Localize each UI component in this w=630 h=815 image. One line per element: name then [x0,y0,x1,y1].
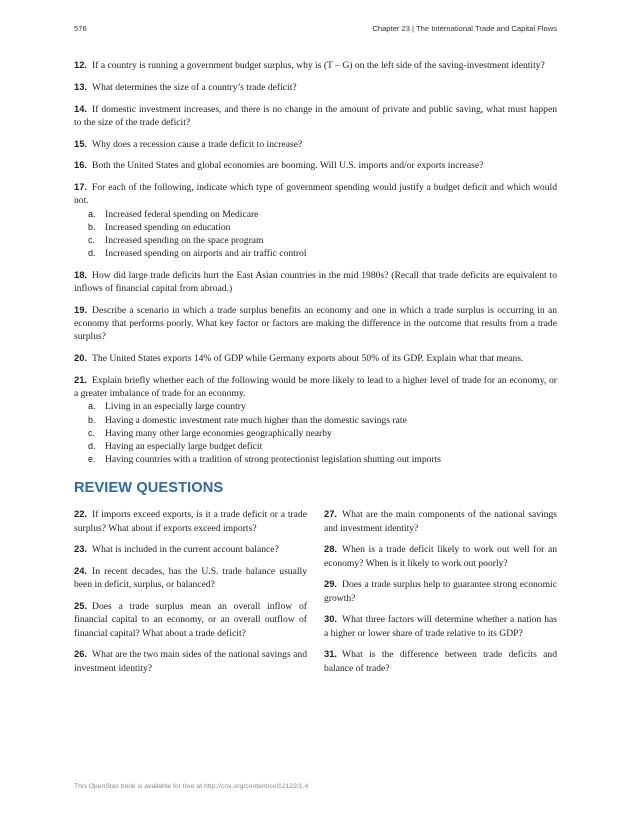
question-text: If imports exceed exports, is it a trade deficit or a trade surplus? What about if exports exceed imports? [74,509,307,534]
question-20 [74,351,557,365]
question-text: The United States exports 14% of GDP while Germany exports about 50% of its GDP. Explain what that means. [92,353,524,365]
question-text: For each of the following, indicate which type of government spending would justify a budget deficit and which would not. [74,182,557,207]
question-number: 17. [74,181,88,193]
list-item [88,221,557,234]
question-number: 15. [74,137,88,149]
page-number: 576 [74,24,87,33]
question-text: Does a trade surplus help to guarantee strong economic growth? [324,579,557,604]
question-text: What three factors will determine whether a nation has a higher or lower share of trade relative to its GDP? [324,614,557,639]
question-number: 21. [74,374,88,385]
question-24 [74,564,307,591]
question-26 [74,647,307,674]
question-14 [74,102,557,129]
question-text: Both the United States and global economies are booming. Will U.S. imports and/or exports increase? [92,160,484,172]
item-text: Increased federal spending on Medicare [105,208,259,220]
item-text: Increased spending on airports and air traffic control [105,248,307,260]
list-item [88,247,557,260]
chapter-title: Chapter 23 | The International Trade and Capital Flows [372,24,557,33]
question-number: 22. [74,508,88,520]
list-item [88,427,557,440]
question-text: If a country is running a government budget surplus, why is (T – G) on the left side of the saving-investment identity? [92,60,545,71]
question-number: 12. [74,59,88,70]
item-text: Having countries with a tradition of strong protectionist legislation shutting out imports [105,454,442,466]
item-text: Having many other large economies geographically nearby [105,427,332,439]
item-letter: a. [88,208,96,219]
section-title: REVIEW QUESTIONS [74,480,224,497]
question-29 [324,577,557,604]
question-number: 18. [74,269,88,280]
question-text: What are the two main sides of the national savings and investment identity? [74,649,307,674]
question-number: 20. [74,352,88,364]
list-item [88,400,557,413]
item-letter: c. [88,235,96,245]
question-15 [74,137,557,151]
question-30 [324,612,557,639]
item-text: Having an especially large budget deficit [105,441,263,453]
review-column-right [324,507,557,682]
question-text: What determines the size of a country’s trade deficit? [92,81,297,93]
question-number: 19. [74,304,88,315]
question-number: 27. [324,508,338,520]
review-questions-columns [74,507,557,682]
question-number: 31. [324,648,338,660]
list-item [88,440,557,453]
list-item [88,414,557,427]
question-19 [74,303,557,344]
question-27 [324,507,557,534]
item-text: Increased spending on education [105,221,231,233]
list-item [88,453,557,466]
item-letter: b. [88,221,96,232]
question-text: In recent decades, has the U.S. trade balance usually been in deficit, surplus, or balanced? [74,566,307,591]
question-text: How did large trade deficits hurt the East Asian countries in the mid 1980s? (Recall that trade deficits are equivalent to inflows of financial capital from abroad.) [74,270,557,295]
question-25 [74,599,307,640]
list-item [88,208,557,221]
item-letter: e. [88,454,96,465]
question-22 [74,507,307,534]
item-text: Living in an especially large country [105,401,246,413]
item-text: Having a domestic investment rate much higher than the domestic savings rate [105,414,407,426]
question-text: Explain briefly whether each of the following would be more likely to lead to a higher level of trade for an economy, or a greater imbalance of trade for an economy. [74,375,557,400]
question-text: What are the main components of the national savings and investment identity? [324,509,557,534]
item-text: Increased spending on the space program [105,235,264,246]
question-18 [74,268,557,295]
question-text: Describe a scenario in which a trade surplus benefits an economy and one in which a trade surplus is occurring in an economy that performs poorly. What key factor or factors are making the difference in the outcome that results from a trade surplus? [74,305,557,343]
item-letter: d. [88,441,96,452]
question-17 [74,180,557,260]
review-column-left [74,507,307,682]
question-23 [74,542,307,556]
question-number: 29. [324,578,338,590]
question-text: What is the difference between trade deficits and balance of trade? [324,649,557,674]
question-number: 23. [74,543,88,555]
question-28 [324,542,557,569]
question-text: Does a trade surplus mean an overall inflow of financial capital to an economy, or an overall outflow of financial capital? What about a trade deficit? [74,601,307,639]
question-16 [74,158,557,172]
question-number: 25. [74,600,88,612]
question-number: 14. [74,102,88,114]
item-letter: b. [88,414,96,425]
question-text: What is included in the current account balance? [92,544,279,556]
page-footer: This OpenStax book is available for free at http://cnx.org/content/col12122/1.4 [74,783,309,790]
question-number: 13. [74,80,88,92]
item-letter: c. [88,427,96,438]
question-12 [74,58,557,72]
question-31 [324,647,557,674]
sub-item-list [74,208,557,261]
question-number: 24. [74,565,88,577]
question-21 [74,373,557,466]
question-number: 30. [324,613,338,625]
list-item [88,234,557,247]
question-text: If domestic investment increases, and there is no change in the amount of private and public saving, what must happen to the size of the trade deficit? [74,103,557,128]
question-text: When is a trade deficit likely to work out well for an economy? When is it likely to work out poorly? [324,544,557,569]
page-content [74,58,557,682]
item-letter: a. [88,401,96,412]
question-number: 16. [74,159,88,171]
question-number: 26. [74,648,88,660]
question-number: 28. [324,543,338,555]
question-13 [74,80,557,94]
sub-item-list [74,400,557,466]
question-text: Why does a recession cause a trade deficit to increase? [92,138,303,150]
item-letter: d. [88,248,96,259]
